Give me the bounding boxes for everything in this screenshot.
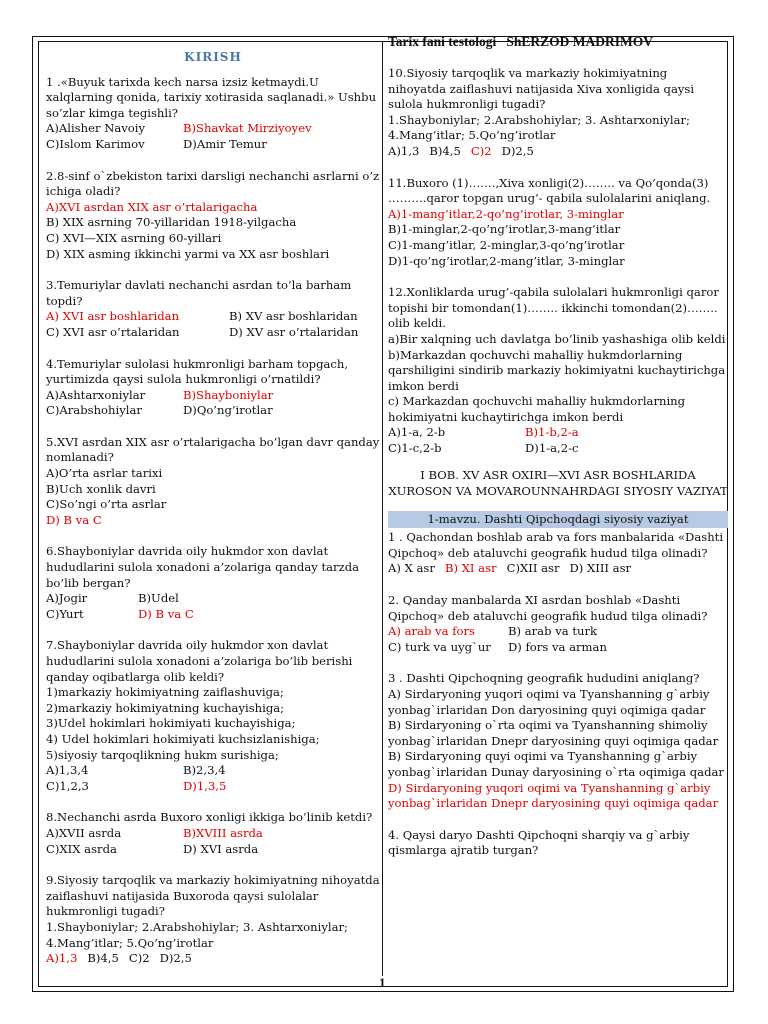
question-text: 4.Temuriylar sulolasi hukmronligi barham topgach, yurtimizda qaysi sulola hukmronligi o’rnatildi? [46,356,349,387]
question-text: 2.8-sinf o`zbekiston tarixi darsligi nechanchi asrlarni o’z ichiga oladi? [46,168,380,199]
option-b-answer: B) XI asr [444,561,497,576]
statement-3: 3)Udel hokimlari hokimiyati kuchayishiga; [46,716,296,731]
option-c: C) XVI—XIX asrning 60-yillari [46,230,222,245]
option-a: A)Ashtarxoniylar [46,387,146,402]
option-d-answer: D) B va C [46,512,102,527]
option-a-answer [388,624,508,640]
topic-question-1 [388,530,728,577]
option-d: D)2,5 [501,143,534,158]
option-c: C) XVI asr o’rtalaridan [46,324,180,339]
question-text: 11.Buxoro (1)…….,Xiva xonligi(2)…….. va Qo’qonda(3) ……….qaror topgan urug’- qabila sulolalarini aniqlang. [388,175,711,206]
question-11 [388,176,728,270]
option-a: A)Jogir [46,591,88,606]
option-c-answer: C)2 [470,143,492,158]
option-d: D)1-a,2-c [525,441,579,456]
option-b-answer: B)Shavkat Mirziyoyev [183,121,312,136]
question-12 [388,285,728,457]
topic-question-2 [388,593,728,655]
question-3 [46,278,380,340]
option-c: C)Yurt [46,606,84,621]
option-b: B)Udel [138,591,179,606]
question-text: 2. Qanday manbalarda XI asrdan boshlab «Dashti Qipchoq» deb ataluvchi geografik hudud tilga olinadi? [388,593,708,623]
section-title: KIRISH [184,50,242,64]
option-c: C)1-c,2-b [388,441,442,456]
chapter-title: I BOB. XV ASR OXIRI—XVI ASR BOSHLARIDA XUROSON VA MOVAROUNNAHRDAGI SIYOSIY VAZIYAT [388,467,728,498]
question-text: 8.Nechanchi asrda Buxoro xonligi ikkiga bo’linib ketdi? [46,810,373,825]
option-b: B) XV asr boshlaridan [229,309,358,324]
question-text: 1 . Qachondan boshlab arab va fors manbalarida «Dashti Qipchoq» deb ataluvchi geografik hudud tilga olinadi? [388,530,724,560]
option-b-answer: B)Shayboniylar [183,387,274,402]
option-c: C)Islom Karimov [46,136,145,151]
question-10 [388,66,728,160]
option-b: B) Sirdaryoning o`rta oqimi va Tyanshanning shimoliy yonbag`irlaridan Dnepr daryosining quyi oqimiga qadar [388,718,719,748]
option-d: D)Qo’ng’irotlar [183,403,273,418]
statement-b: b)Markazdan qochuvchi mahalliy hukmdorlarning qarshiligini sindirib markaziy hokimiyatni kuchaytirichga imkon berdi [388,347,726,393]
option-c: C)Arabshohiylar [46,403,142,418]
option-c: C)So’ngi o’rta asrlar [46,497,167,512]
statement-5: 5)siyosiy tarqoqlikning hukm surishiga; [46,747,279,762]
option-a: A) X asr [388,561,435,576]
page-number: 1 [379,975,386,990]
question-text: 9.Siyosiy tarqoqlik va markaziy hokimiyatning nihoyatda zaiflashuvi natijasida Buxoroda qaysi sulolalar hukmronligi tugadi? [46,873,380,919]
option-a-answer: A)1-mang’itlar,2-qo’ng’irotlar, 3-minglar [388,206,624,221]
statements: 1.Shayboniylar; 2.Arabshohiylar; 3. Ashtarxoniylar; 4.Mang’itlar; 5.Qo’ng’irotlar [388,112,690,143]
option-c: C)1,2,3 [46,778,89,793]
question-text: 10.Siyosiy tarqoqlik va markaziy hokimiyatning nihoyatda zaiflashuvi natijasida Xiva xonligida qaysi sulola hukmronligi tugadi? [388,66,695,112]
question-1 [46,75,380,153]
question-text: 6.Shayboniylar davrida oily hukmdor xon davlat hududlarini sulola xonadoni a’zolariga qanday tarzda bo’lib bergan? [46,544,360,590]
option-b: B)4,5 [429,143,461,158]
option-b-answer: B)1-b,2-a [525,425,579,440]
option-b: B)4,5 [87,951,119,966]
statement-1: 1)markaziy hokimiyatning zaiflashuviga; [46,685,284,700]
option-a: A)1,3 [388,143,420,158]
question-6 [46,544,380,622]
question-text: 12.Xonliklarda urug’-qabila sulolalari hukmronligi qaror topishi bir tomondan(1)…….. ikkinchi tomondan(2)…….. olib keldi. [388,285,719,331]
topic-question-4 [388,828,728,859]
option-d: D) XIII asr [569,561,632,576]
option-a: A)Alisher Navoiy [46,121,146,136]
option-a: A)O’rta asrlar tarixi [46,466,163,481]
statement-a: a)Bir xalqning uch davlatga bo’linib yashashiga olib keldi [388,331,726,346]
option-a: A)1,3,4 [46,763,89,778]
question-text: 3.Temuriylar davlati nechanchi asrdan to’la barham topdi? [46,278,352,308]
option-c: C)1-mang’itlar, 2-minglar,3-qo’ng’irotlar [388,237,625,252]
option-a: A)XVII asrda [46,825,122,840]
option-c: C)2 [128,951,150,966]
question-9 [46,873,380,967]
left-column [46,50,380,983]
option-d: D)1-qo’ng’irotlar,2-mang’itlar, 3-minglar [388,253,625,268]
option-a-answer: A) XVI asr boshlaridan [46,309,180,324]
option-d: D) fors va arman [508,639,607,654]
option-c: C) turk va uyg`ur [388,639,491,654]
topic-question-3 [388,671,728,811]
question-text: 5.XVI asrdan XIX asr o’rtalarigacha bo’lgan davr qanday nomlanadi? [46,434,380,465]
question-2 [46,169,380,263]
option-b-second: B) Sirdaryoning quyi oqimi va Tyanshanning g`arbiy yonbag`irlaridan Dunay daryosining o`rta oqimiga qadar [388,749,724,779]
question-text: 1 .«Buyuk tarixda kech narsa izsiz ketmaydi.U xalqlarning qonida, tarixiy xotirasida saqlanadi.» Ushbu so’zlar kimga tegishli? [46,74,377,120]
option-d: D)2,5 [159,951,192,966]
question-text: 7.Shayboniylar davrida oily hukmdor xon davlat hududlarini sulola xonadoni a’zolariga bo’lib berishi qanday oqibatlarga olib keldi? [46,638,353,684]
option-b: B)1-minglar,2-qo’ng’irotlar,3-mang’itlar [388,222,621,237]
statement-4: 4) Udel hokimlari hokimiyati kuchsizlanishiga; [46,731,320,746]
option-d-answer: D) Sirdaryoning yuqori oqimi va Tyanshanning g`arbiy yonbag`irlaridan Dnepr daryosining quyi oqimiga qadar [388,780,719,811]
option-a-answer: A)XVI asrdan XIX asr o’rtalarigacha [46,199,258,214]
option-d-answer: D) B va C [138,606,194,621]
option-a-answer: A)1,3 [46,951,78,966]
option-b: B)2,3,4 [183,763,226,778]
option-a: A)1-a, 2-b [388,425,446,440]
question-5 [46,435,380,529]
question-text: 3 . Dashti Qipchoqning geografik hududini aniqlang? [388,671,700,686]
question-8 [46,810,380,857]
option-b: B) arab va turk [508,624,598,639]
question-7 [46,638,380,794]
option-d: D) XIX asming ikkinchi yarmi va XX asr boshlari [46,246,330,261]
option-b: B)Uch xonlik davri [46,481,156,496]
page-header: Tarix fani testologi ShERZOD MADRIMOV [388,34,654,49]
option-a-label: A) arab va fors [388,624,475,639]
option-c: C)XIX asrda [46,841,117,856]
option-d: D) XV asr o’rtalaridan [229,324,359,339]
option-d: D) XVI asrda [183,841,259,856]
right-column [388,66,728,875]
statements: 1.Shayboniylar; 2.Arabshohiylar; 3. Ashtarxoniylar; 4.Mang’itlar; 5.Qo’ng’irotlar [46,919,348,950]
option-d-answer: D)1,3,5 [183,778,227,793]
option-d: D)Amir Temur [183,136,267,151]
statement-2: 2)markaziy hokimiyatning kuchayishiga; [46,700,285,715]
column-divider [382,41,383,976]
topic-banner: 1-mavzu. Dashti Qipchoqdagi siyosiy vaziyat [388,511,728,529]
option-c: C)XII asr [506,561,560,576]
question-4 [46,357,380,419]
question-text: 4. Qaysi daryo Dashti Qipchoqni sharqiy va g`arbiy qismlarga ajratib turgan? [388,827,690,858]
statement-c: c) Markazdan qochuvchi mahalliy hukmdorlarning hokimiyatni kuchaytirichga imkon berdi [388,394,686,424]
option-a: A) Sirdaryoning yuqori oqimi va Tyanshanning g`arbiy yonbag`irlaridan Don daryosining quyi oqimiga qadar [388,687,710,717]
option-b-answer: B)XVIII asrda [183,825,263,840]
option-b: B) XIX asrning 70-yillaridan 1918-yilgacha [46,215,297,230]
